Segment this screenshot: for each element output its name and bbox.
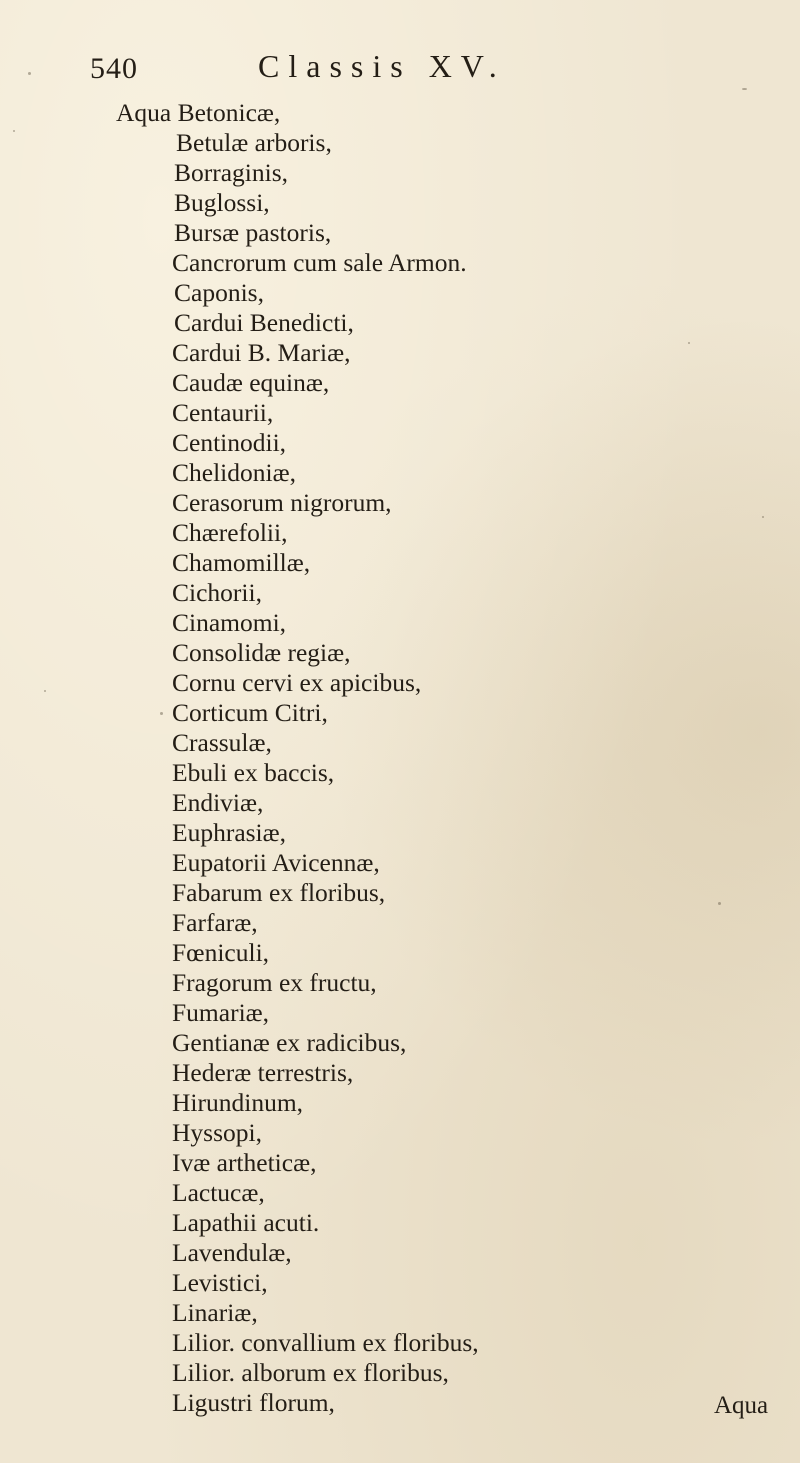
paper-speck — [44, 690, 46, 692]
list-item: Fumariæ, — [172, 998, 270, 1027]
list-item: Lilior. convallium ex floribus, — [172, 1328, 479, 1357]
paper-speck — [28, 72, 31, 75]
list-item: Linariæ, — [172, 1298, 258, 1327]
list-item: Hederæ terrestris, — [172, 1058, 354, 1087]
list-item: Chamomillæ, — [172, 548, 311, 577]
list-item: Cerasorum nigrorum, — [172, 488, 392, 517]
list-item: Gentianæ ex radicibus, — [172, 1028, 407, 1057]
list-item: Ivæ artheticæ, — [172, 1148, 317, 1177]
list-item: Eupatorii Avicennæ, — [172, 848, 380, 877]
paper-speck — [13, 130, 15, 132]
list-item: Corticum Citri, — [172, 698, 328, 727]
page-header — [0, 44, 800, 94]
list-item: Endiviæ, — [172, 788, 264, 817]
paper-speck — [688, 342, 690, 344]
list-item: Lactucæ, — [172, 1178, 265, 1207]
list-item: Consolidæ regiæ, — [172, 638, 351, 667]
catchword: Aqua — [714, 1392, 769, 1419]
list-item: Cardui Benedicti, — [174, 308, 354, 337]
list-item: Buglossi, — [174, 188, 270, 217]
list-item: Euphrasiæ, — [172, 818, 287, 847]
list-item: Hyssopi, — [172, 1118, 262, 1147]
paper-speck — [718, 902, 721, 905]
paper-speck — [762, 516, 764, 518]
list-item: Levistici, — [172, 1268, 268, 1297]
list-item: Cinamomi, — [172, 608, 287, 637]
list-item: Cardui B. Mariæ, — [172, 338, 351, 367]
list-item: Lilior. alborum ex floribus, — [172, 1358, 449, 1387]
list-item: Betulæ arboris, — [176, 128, 332, 157]
list-item: Caudæ equinæ, — [172, 368, 330, 397]
running-head: Classis XV. — [258, 48, 506, 84]
paper-speck — [160, 712, 163, 715]
list-item: Cichorii, — [172, 578, 262, 607]
list-item: Chelidoniæ, — [172, 458, 296, 487]
list-item: Centaurii, — [172, 398, 274, 427]
list-item: Fabarum ex floribus, — [172, 878, 386, 907]
list-item: Borraginis, — [174, 158, 289, 187]
list-item: Lavendulæ, — [172, 1238, 292, 1267]
list-item: Fragorum ex fructu, — [172, 968, 377, 997]
list-item: Centinodii, — [172, 428, 287, 457]
list-item: Bursæ pastoris, — [174, 218, 332, 247]
list-item: Caponis, — [174, 278, 264, 307]
list-item: Cancrorum cum sale Armon. — [172, 248, 467, 277]
page-number: 540 — [90, 52, 138, 85]
paper-speck — [742, 88, 747, 90]
list-item: Cornu cervi ex apicibus, — [172, 668, 422, 697]
list-item: Chærefolii, — [172, 518, 288, 547]
list-item: Lapathii acuti. — [172, 1208, 320, 1237]
list-item: Aqua Betonicæ, — [116, 98, 281, 127]
list-item: Hirundinum, — [172, 1088, 304, 1117]
list-item: Ligustri florum, — [172, 1388, 335, 1417]
list-item: Fœniculi, — [172, 938, 270, 967]
list-item: Farfaræ, — [172, 908, 258, 937]
list-item: Ebuli ex baccis, — [172, 758, 335, 787]
list-item: Crassulæ, — [172, 728, 272, 757]
